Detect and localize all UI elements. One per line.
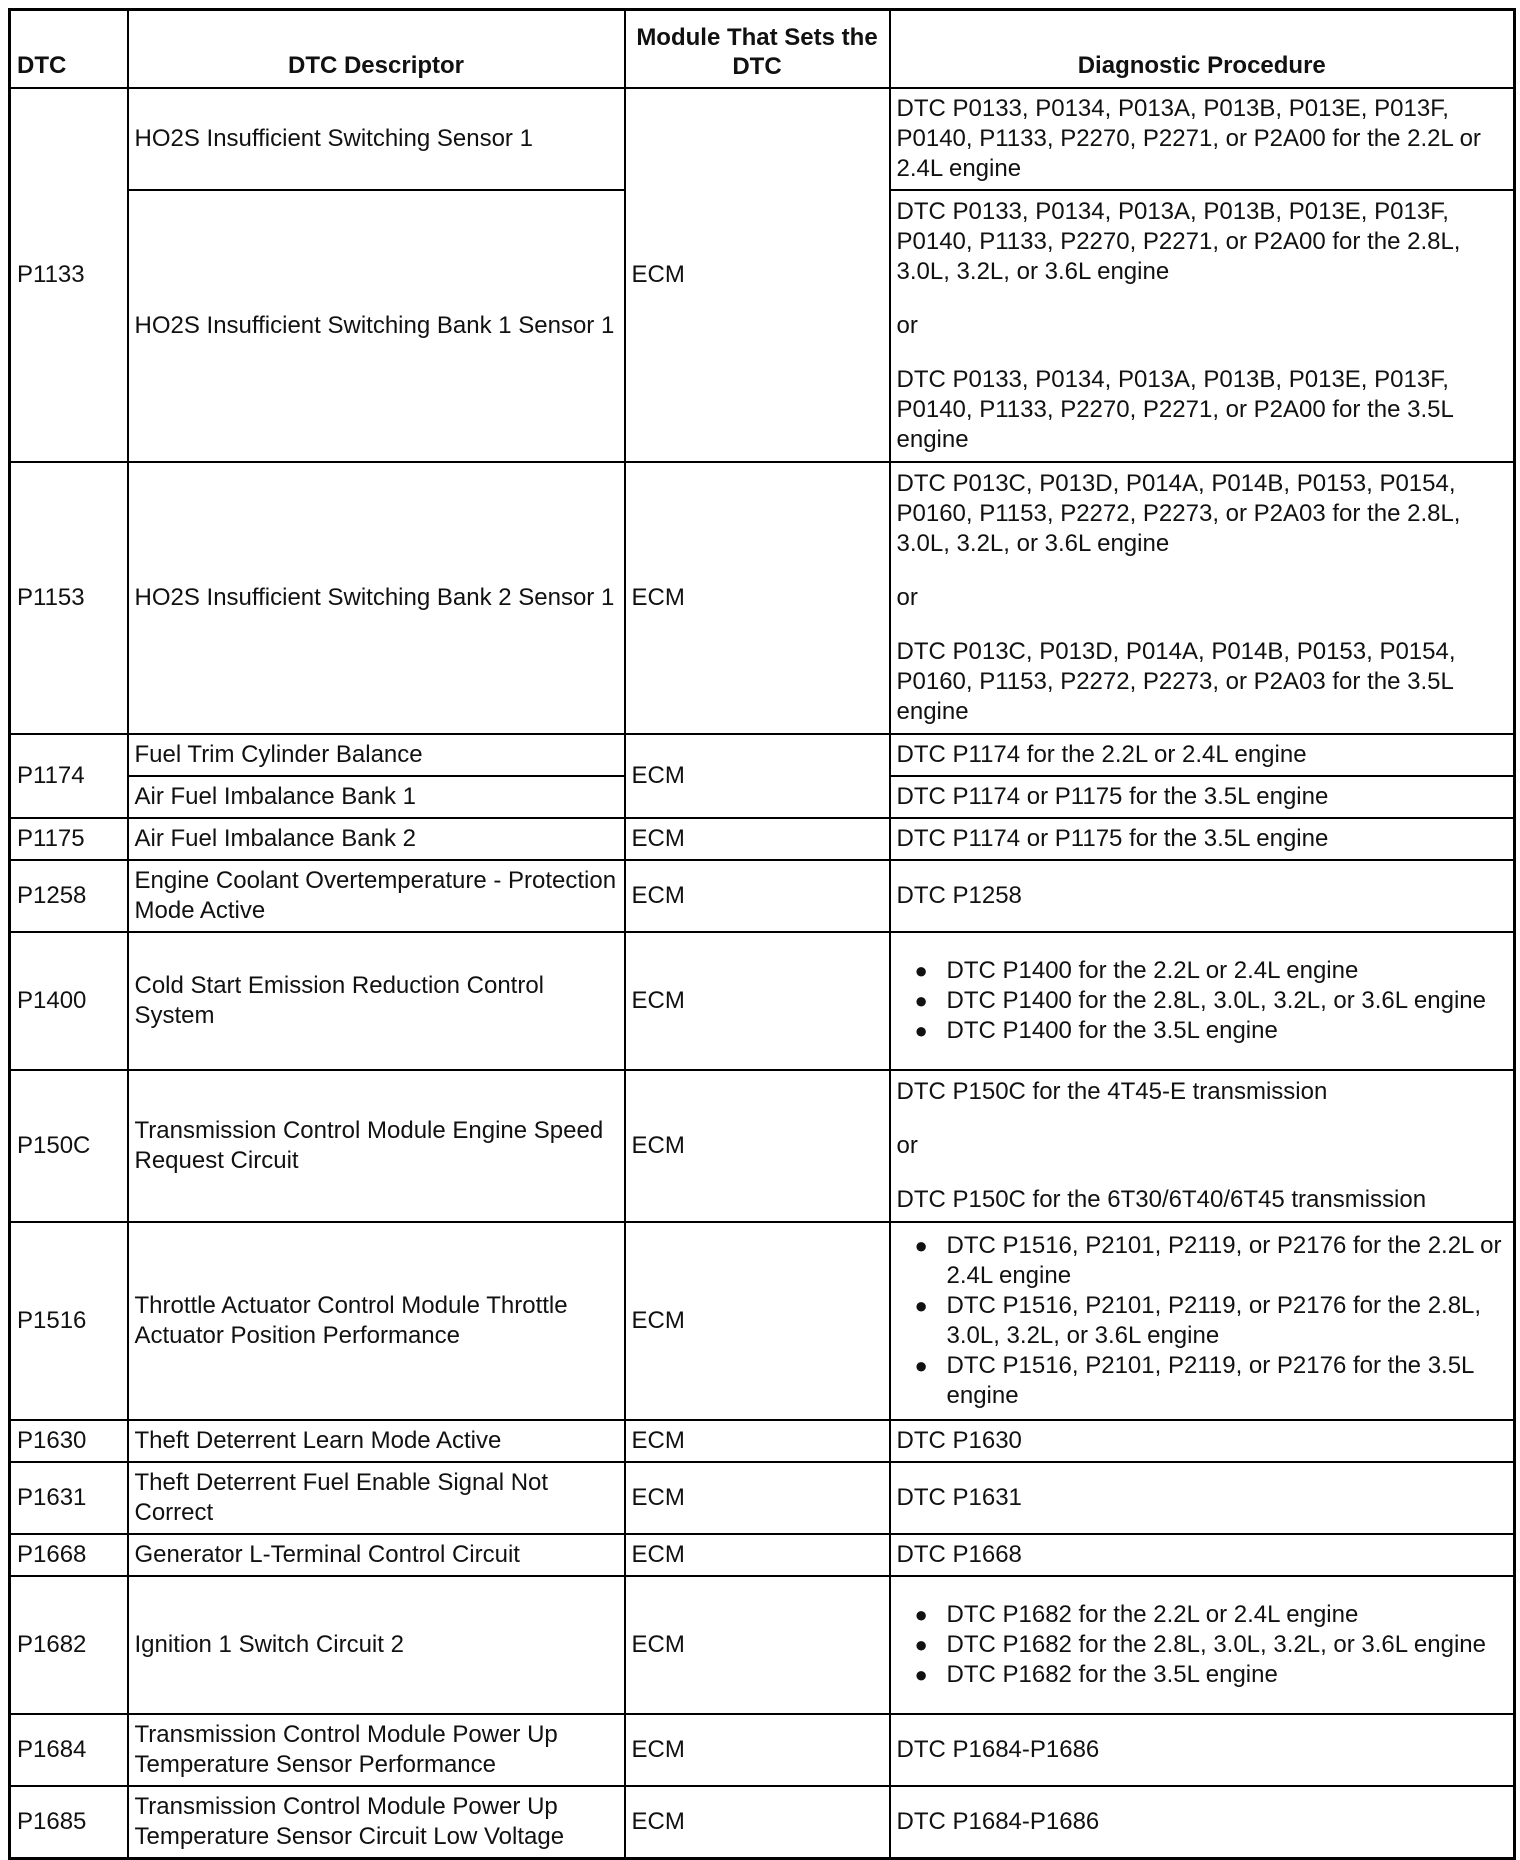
header-procedure: Diagnostic Procedure xyxy=(890,10,1515,89)
list-item: ● DTC P1400 for the 2.2L or 2.4L engine xyxy=(897,956,1508,986)
module-name: ECM xyxy=(625,1420,890,1462)
table-row xyxy=(10,1576,1515,1714)
dtc-code: P1684 xyxy=(10,1714,128,1786)
dtc-descriptor: Fuel Trim Cylinder Balance xyxy=(128,734,625,776)
dtc-code: P1133 xyxy=(10,88,128,462)
diagnostic-procedure: DTC P1174 for the 2.2L or 2.4L engine xyxy=(890,734,1515,776)
list-item: ● DTC P1682 for the 2.2L or 2.4L engine xyxy=(897,1600,1508,1630)
dtc-descriptor: Air Fuel Imbalance Bank 1 xyxy=(128,776,625,818)
module-name: ECM xyxy=(625,1714,890,1786)
module-name: ECM xyxy=(625,1786,890,1858)
table-row xyxy=(10,1420,1515,1462)
list-item: ● DTC P1516, P2101, P2119, or P2176 for the 2.8L, 3.0L, 3.2L, or 3.6L engine xyxy=(897,1291,1508,1351)
module-name: ECM xyxy=(625,88,890,462)
diagnostic-procedure xyxy=(890,1222,1515,1420)
table-row xyxy=(10,88,1515,190)
dtc-descriptor: Transmission Control Module Power Up Temperature Sensor Circuit Low Voltage xyxy=(128,1786,625,1858)
dtc-code: P150C xyxy=(10,1070,128,1222)
module-name: ECM xyxy=(625,1576,890,1714)
module-name: ECM xyxy=(625,734,890,818)
header-descriptor: DTC Descriptor xyxy=(128,10,625,89)
table-row xyxy=(10,932,1515,1070)
diagnostic-procedure xyxy=(890,1070,1515,1222)
dtc-code: P1630 xyxy=(10,1420,128,1462)
dtc-code: P1516 xyxy=(10,1222,128,1420)
module-name: ECM xyxy=(625,818,890,860)
procedure-or: or xyxy=(896,584,918,611)
diagnostic-procedure: DTC P1684-P1686 xyxy=(890,1786,1515,1858)
dtc-descriptor: Theft Deterrent Learn Mode Active xyxy=(128,1420,625,1462)
diagnostic-procedure: DTC P1630 xyxy=(890,1420,1515,1462)
dtc-code: P1400 xyxy=(10,932,128,1070)
dtc-descriptor: HO2S Insufficient Switching Bank 2 Sensor 1 xyxy=(128,462,625,734)
dtc-code: P1682 xyxy=(10,1576,128,1714)
dtc-code: P1685 xyxy=(10,1786,128,1858)
list-item: ● DTC P1682 for the 3.5L engine xyxy=(897,1660,1508,1690)
diagnostic-procedure xyxy=(890,1576,1515,1714)
procedure-text: DTC P150C for the 4T45-E transmission xyxy=(896,1078,1328,1105)
module-name: ECM xyxy=(625,932,890,1070)
procedure-or: or xyxy=(896,1132,918,1159)
procedure-text: DTC P013C, P013D, P014A, P014B, P0153, P0154, P0160, P1153, P2272, P2273, or P2A03 for the 3.5L engine xyxy=(896,638,1456,725)
diagnostic-procedure xyxy=(890,932,1515,1070)
module-name: ECM xyxy=(625,462,890,734)
table-header-row xyxy=(10,10,1515,89)
dtc-descriptor: Throttle Actuator Control Module Throttle Actuator Position Performance xyxy=(128,1222,625,1420)
table-row xyxy=(10,1534,1515,1576)
table-row xyxy=(10,818,1515,860)
header-module: Module That Sets the DTC xyxy=(625,10,890,89)
diagnostic-procedure xyxy=(890,462,1515,734)
list-item: ● DTC P1516, P2101, P2119, or P2176 for the 2.2L or 2.4L engine xyxy=(897,1231,1508,1291)
procedure-text: DTC P0133, P0134, P013A, P013B, P013E, P013F, P0140, P1133, P2270, P2271, or P2A00 for the 2.2L or 2.4L engine xyxy=(896,95,1481,182)
procedure-or: or xyxy=(896,312,918,339)
procedure-text: DTC P013C, P013D, P014A, P014B, P0153, P0154, P0160, P1153, P2272, P2273, or P2A03 for the 2.8L, 3.0L, 3.2L, or 3.6L engine xyxy=(896,470,1461,557)
dtc-code: P1631 xyxy=(10,1462,128,1534)
table-row xyxy=(10,462,1515,734)
dtc-descriptor: Cold Start Emission Reduction Control System xyxy=(128,932,625,1070)
dtc-table xyxy=(8,8,1516,1860)
list-item: ● DTC P1400 for the 3.5L engine xyxy=(897,1016,1508,1046)
dtc-code: P1175 xyxy=(10,818,128,860)
table-row xyxy=(10,860,1515,932)
list-item: ● DTC P1400 for the 2.8L, 3.0L, 3.2L, or 3.6L engine xyxy=(897,986,1508,1016)
dtc-descriptor: Transmission Control Module Engine Speed Request Circuit xyxy=(128,1070,625,1222)
procedure-list xyxy=(897,1600,1508,1690)
table-row xyxy=(10,1714,1515,1786)
procedure-text: DTC P0133, P0134, P013A, P013B, P013E, P013F, P0140, P1133, P2270, P2271, or P2A00 for the 2.8L, 3.0L, 3.2L, or 3.6L engine xyxy=(896,198,1461,285)
diagnostic-procedure: DTC P1174 or P1175 for the 3.5L engine xyxy=(890,818,1515,860)
procedure-text: DTC P150C for the 6T30/6T40/6T45 transmission xyxy=(896,1186,1427,1213)
dtc-descriptor: Air Fuel Imbalance Bank 2 xyxy=(128,818,625,860)
dtc-descriptor: Theft Deterrent Fuel Enable Signal Not Correct xyxy=(128,1462,625,1534)
module-name: ECM xyxy=(625,1222,890,1420)
dtc-descriptor: Engine Coolant Overtemperature - Protection Mode Active xyxy=(128,860,625,932)
dtc-descriptor: Transmission Control Module Power Up Temperature Sensor Performance xyxy=(128,1714,625,1786)
procedure-list xyxy=(897,956,1508,1046)
dtc-descriptor: HO2S Insufficient Switching Sensor 1 xyxy=(128,88,625,190)
procedure-text: DTC P0133, P0134, P013A, P013B, P013E, P013F, P0140, P1133, P2270, P2271, or P2A00 for the 3.5L engine xyxy=(896,366,1453,453)
table-row xyxy=(10,734,1515,776)
table-row xyxy=(10,1222,1515,1420)
table-row xyxy=(10,1462,1515,1534)
header-dtc: DTC xyxy=(10,10,128,89)
diagnostic-procedure: DTC P1684-P1686 xyxy=(890,1714,1515,1786)
diagnostic-procedure: DTC P1258 xyxy=(890,860,1515,932)
module-name: ECM xyxy=(625,1462,890,1534)
dtc-descriptor: Generator L-Terminal Control Circuit xyxy=(128,1534,625,1576)
dtc-code: P1258 xyxy=(10,860,128,932)
diagnostic-procedure: DTC P1668 xyxy=(890,1534,1515,1576)
list-item: ● DTC P1516, P2101, P2119, or P2176 for the 3.5L engine xyxy=(897,1351,1508,1411)
module-name: ECM xyxy=(625,860,890,932)
module-name: ECM xyxy=(625,1070,890,1222)
diagnostic-procedure xyxy=(890,190,1515,462)
dtc-descriptor: Ignition 1 Switch Circuit 2 xyxy=(128,1576,625,1714)
list-item: ● DTC P1682 for the 2.8L, 3.0L, 3.2L, or 3.6L engine xyxy=(897,1630,1508,1660)
dtc-code: P1668 xyxy=(10,1534,128,1576)
diagnostic-procedure: DTC P1631 xyxy=(890,1462,1515,1534)
diagnostic-procedure xyxy=(890,88,1515,190)
table-row xyxy=(10,1786,1515,1858)
procedure-list xyxy=(897,1231,1508,1411)
table-row xyxy=(10,1070,1515,1222)
diagnostic-procedure: DTC P1174 or P1175 for the 3.5L engine xyxy=(890,776,1515,818)
dtc-descriptor: HO2S Insufficient Switching Bank 1 Sensor 1 xyxy=(128,190,625,462)
module-name: ECM xyxy=(625,1534,890,1576)
dtc-code: P1153 xyxy=(10,462,128,734)
dtc-code: P1174 xyxy=(10,734,128,818)
